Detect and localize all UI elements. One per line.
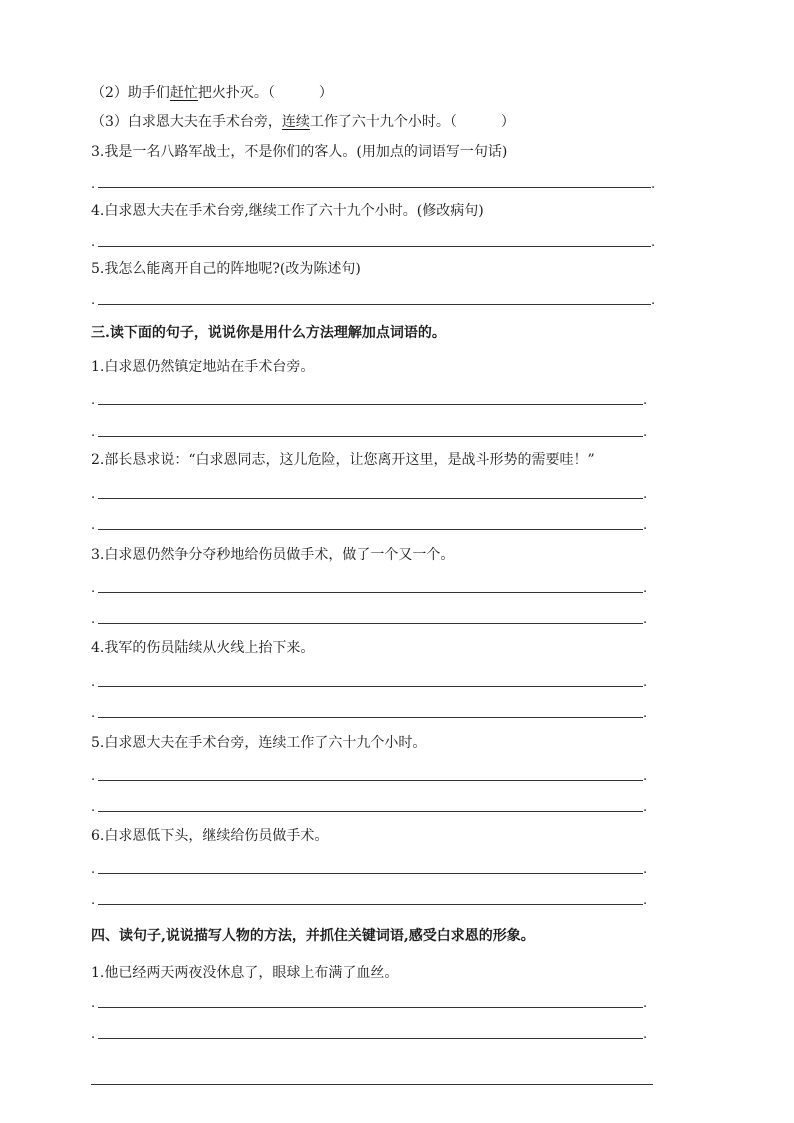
- answer-line-dot: .: [643, 996, 648, 1011]
- s3-question-3: 3.白求恩仍然争分夺秒地给伤员做手术，做了一个又一个。: [91, 547, 455, 563]
- answer-line-dot: .: [91, 1027, 96, 1042]
- answer-line-dot: .: [643, 675, 648, 690]
- answer-line[interactable]: [98, 623, 643, 624]
- answer-line-dot: .: [651, 235, 656, 250]
- answer-line[interactable]: [98, 304, 651, 305]
- question-5: 5.我怎么能离开自己的阵地呢?(改为陈述句): [91, 261, 361, 277]
- answer-line-dot: .: [91, 675, 96, 690]
- answer-line-dot: .: [651, 293, 656, 308]
- answer-line[interactable]: [98, 780, 643, 781]
- answer-line-dot: .: [643, 800, 648, 815]
- answer-line-dot: .: [643, 393, 648, 408]
- answer-line[interactable]: [98, 529, 643, 530]
- answer-line[interactable]: [98, 592, 643, 593]
- item-2: （2）助手们赶忙把火扑灭。（ ）: [91, 85, 333, 101]
- answer-line[interactable]: [98, 1007, 643, 1008]
- section-4-heading: 四、读句子,说说描写人物的方法，并抓住关键词语,感受白求恩的形象。: [91, 928, 535, 944]
- answer-line-dot: .: [643, 1027, 648, 1042]
- answer-line-dot: .: [643, 487, 648, 502]
- answer-line[interactable]: [98, 404, 643, 405]
- answer-line-dot: .: [91, 581, 96, 596]
- answer-line-dot: .: [91, 706, 96, 721]
- answer-line[interactable]: [98, 246, 651, 247]
- answer-line[interactable]: [98, 811, 643, 812]
- answer-line-dot: .: [91, 612, 96, 627]
- answer-line-dot: .: [643, 425, 648, 440]
- answer-line-dot: .: [91, 996, 96, 1011]
- answer-line-dot: .: [651, 177, 656, 192]
- answer-line[interactable]: [98, 873, 643, 874]
- answer-line[interactable]: [98, 187, 651, 188]
- s4-question-1: 1.他已经两天两夜没休息了，眼球上布满了血丝。: [91, 965, 399, 981]
- answer-line[interactable]: [98, 686, 643, 687]
- s3-question-5: 5.白求恩大夫在手术台旁，连续工作了六十九个小时。: [91, 735, 427, 751]
- answer-line[interactable]: [98, 904, 643, 905]
- answer-line[interactable]: [98, 1038, 643, 1039]
- s3-question-4: 4.我军的伤员陆续从火线上抬下来。: [91, 640, 315, 656]
- answer-line[interactable]: [98, 498, 643, 499]
- answer-line-dot: .: [643, 706, 648, 721]
- underlined-word: 连续: [281, 114, 310, 130]
- answer-line-dot: .: [91, 177, 96, 192]
- answer-line[interactable]: [98, 717, 643, 718]
- s3-question-6: 6.白求恩低下头，继续给伤员做手术。: [91, 828, 329, 844]
- answer-line-dot: .: [91, 425, 96, 440]
- answer-line-dot: .: [91, 487, 96, 502]
- answer-line-dot: .: [91, 518, 96, 533]
- answer-line-dot: .: [91, 293, 96, 308]
- answer-line-dot: .: [91, 235, 96, 250]
- answer-line-dot: .: [643, 893, 648, 908]
- answer-line[interactable]: [98, 436, 643, 437]
- answer-line-dot: .: [643, 518, 648, 533]
- answer-line-dot: .: [91, 800, 96, 815]
- answer-line[interactable]: [91, 1084, 653, 1085]
- underlined-word: 赶忙: [169, 85, 198, 101]
- question-4: 4.白求恩大夫在手术台旁,继续工作了六十九个小时。(修改病句): [91, 203, 484, 219]
- answer-line-dot: .: [643, 769, 648, 784]
- answer-line-dot: .: [643, 862, 648, 877]
- s3-question-1: 1.白求恩仍然镇定地站在手术台旁。: [91, 359, 315, 375]
- question-3: 3.我是一名八路军战士，不是你们的客人。(用加点的词语写一句话): [91, 144, 508, 160]
- answer-line-dot: .: [91, 893, 96, 908]
- answer-line-dot: .: [91, 769, 96, 784]
- answer-line-dot: .: [91, 862, 96, 877]
- answer-line-dot: .: [643, 581, 648, 596]
- answer-line-dot: .: [91, 393, 96, 408]
- item-3: （3）白求恩大夫在手术台旁，连续工作了六十九个小时。（ ）: [91, 114, 515, 130]
- answer-line-dot: .: [643, 612, 648, 627]
- s3-question-2: 2.部长恳求说：“白求恩同志，这儿危险，让您离开这里，是战斗形势的需要哇！”: [91, 452, 595, 468]
- section-3-heading: 三.读下面的句子，说说你是用什么方法理解加点词语的。: [91, 325, 446, 341]
